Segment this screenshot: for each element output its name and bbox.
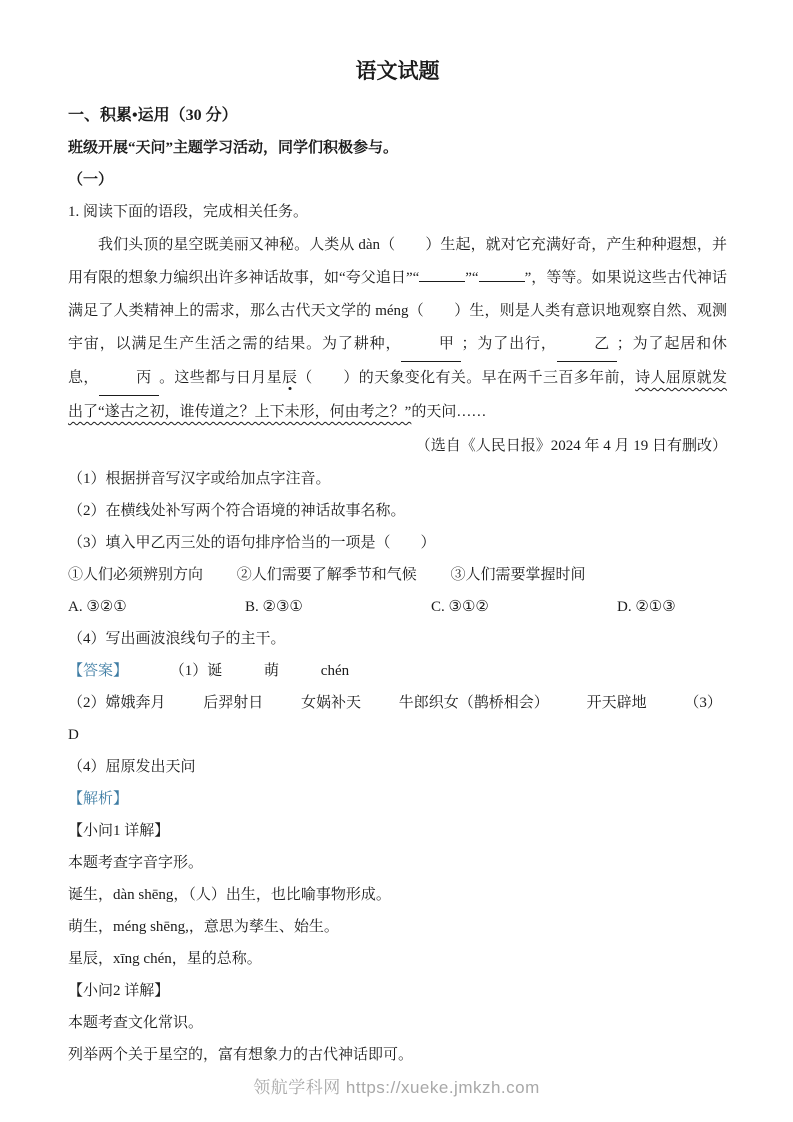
passage-text: （ ）的天象变化有关。早在两千三百多年前， — [297, 370, 636, 386]
pinyin-dan: dàn — [358, 237, 380, 253]
answer-item: （1）诞 — [169, 663, 223, 679]
answer-item: 牛郎织女（鹊桥相会） — [398, 695, 549, 711]
analysis-text: 诞生，dàn shēng，（人）出生，也比喻事物形成。 — [68, 887, 391, 903]
answer-item: （2）嫦娥奔月 — [68, 695, 166, 711]
blank-jia: 甲 — [401, 328, 461, 362]
passage-text: ”“ — [465, 270, 479, 286]
passage-text: ；为了出行， — [461, 336, 557, 352]
analysis-marker: 【解析】 — [68, 791, 129, 807]
answer-line-3: （4）屈原发出天问 — [68, 759, 196, 775]
choice-c: C. ③①② — [431, 599, 489, 615]
sequence-options-row — [68, 559, 727, 591]
answer-item: 女娲补天 — [301, 695, 362, 711]
sub-question-2: （2）在横线处补写两个符合语境的神话故事名称。 — [68, 503, 406, 519]
answer-item: 开天辟地 — [586, 695, 647, 711]
answer-marker: 【答案】 — [68, 663, 129, 679]
passage-source: （选自《人民日报》2024 年 4 月 19 日有删改） — [415, 438, 727, 454]
answer-item: （3）D — [68, 695, 722, 743]
analysis-text: 列举两个关于星空的，富有想象力的古代神话即可。 — [68, 1047, 414, 1063]
answer-line-2 — [68, 687, 727, 751]
analysis-text: 本题考查文化常识。 — [68, 1015, 204, 1031]
subq2-detail-label: 【小问2 详解】 — [68, 983, 170, 999]
choice-d: D. ②①③ — [617, 599, 676, 615]
passage-text: ；为了起居和休息， — [68, 336, 727, 386]
passage-text: （ ）生，则是人类有意识地观察自然、观测宇宙，以满足生产生活之需的结果。为了耕种， — [68, 303, 727, 352]
subq1-detail-label: 【小问1 详解】 — [68, 823, 170, 839]
passage-text: （ ）生起，就对它充满好奇，产生种种遐想，并用有限的想象力编织出许多神话故事，如“夸父追日”“ — [68, 237, 727, 286]
myth-blank-2 — [479, 267, 525, 282]
sequence-option-3: ③人们需要掌握时间 — [450, 567, 586, 583]
passage-text: 的天问…… — [411, 404, 487, 420]
wavy-underlined-quote: 诗人屈原就发出了“遂古之初，谁传道之？上下未形，何由考之？” — [68, 370, 727, 420]
sub-question-4: （4）写出画波浪线句子的主干。 — [68, 631, 286, 647]
section-heading: 一、积累•运用（30 分） — [68, 107, 238, 124]
watermark: 领航学科网 https://xueke.jmkzh.com — [253, 1078, 540, 1097]
passage-text: 我们头顶的星空既美丽又神秘。人类从 — [98, 237, 359, 253]
answer-line-1 — [68, 655, 727, 687]
blank-bing: 丙 — [99, 362, 159, 396]
doc-title: 语文试题 — [355, 59, 440, 83]
myth-blank-1 — [419, 267, 465, 282]
analysis-text: 萌生，méng shēng,，意思为孳生、始生。 — [68, 919, 339, 935]
analysis-text: 星辰，xīng chén，星的总称。 — [68, 951, 262, 967]
answer-item: chén — [320, 663, 350, 679]
answer-item: 萌 — [264, 663, 280, 679]
dotted-char-chen: 辰 — [281, 370, 298, 386]
part-label: （一） — [68, 172, 114, 188]
answer-item: 后羿射日 — [203, 695, 264, 711]
activity-intro: 班级开展“天问”主题学习活动，同学们积极参与。 — [68, 140, 399, 156]
pinyin-meng: méng — [375, 303, 409, 319]
sub-question-1: （1）根据拼音写汉字或给加点字注音。 — [68, 471, 331, 487]
analysis-text: 本题考查字音字形。 — [68, 855, 204, 871]
sequence-option-2: ②人们需要了解季节和气候 — [236, 567, 417, 583]
blank-yi: 乙 — [557, 328, 617, 362]
reading-passage — [68, 229, 727, 429]
question-1-intro: 1. 阅读下面的语段，完成相关任务。 — [68, 204, 309, 220]
sequence-option-1: ①人们必须辨别方向 — [68, 567, 204, 583]
passage-text: 。这些都与日月星 — [158, 370, 282, 386]
choice-row — [68, 591, 727, 623]
choice-b: B. ②③① — [245, 599, 303, 615]
choice-a: A. ③②① — [68, 599, 127, 615]
sub-question-3: （3）填入甲乙丙三处的语句排序恰当的一项是（ ） — [68, 535, 436, 551]
passage-text: ”，等等。如果说这些古代神话满足了人类精神上的需求，那么古代天文学的 — [68, 270, 727, 319]
